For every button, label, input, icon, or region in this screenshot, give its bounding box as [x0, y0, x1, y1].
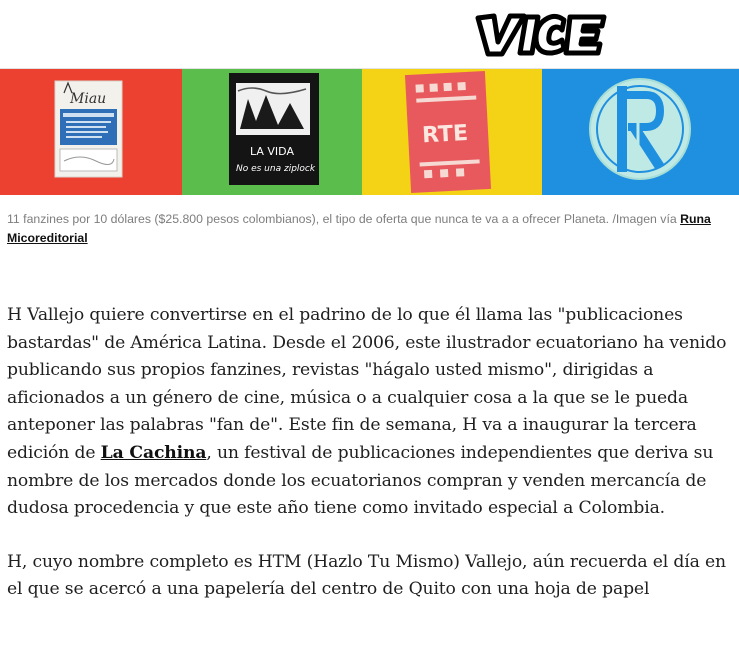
- hero-image-strip: [0, 69, 739, 195]
- caption-text: 11 fanzines por 10 dólares ($25.800 pesos colombianos), el tipo de oferta que nunca te va a a ofrecer Planeta. /Imagen vía: [7, 212, 681, 226]
- runa-r-logo: [542, 69, 739, 195]
- article-body: [7, 302, 735, 630]
- article-paragraph-1: H Vallejo quiere convertirse en el padrino de lo que él llama las "publicaciones bastardas" de América Latina. Desde el 2006, este ilustrador ecuatoriano ha venido publicando sus propios fanzines, revistas "hágalo usted mismo", dirigidas a aficionados a un género de cine, música o a cualquier cosa a la que se le pueda anteponer las palabras "fan de". Este fin de semana, H va a inaugurar la tercera edición de La Cachina, un festival de publicaciones independientes que deriva su nombre de los mercados donde los ecuatorianos compran y venden mercancía de dudosa procedencia y que este año tiene como invitado especial a Colombia.: [7, 305, 727, 519]
- fanzine-cover-la-vida: [182, 69, 362, 195]
- site-header: [0, 0, 739, 69]
- rte-title: RTE: [421, 120, 469, 149]
- la-cachina-link[interactable]: La Cachina: [100, 442, 207, 463]
- fanzine-cover-miau: [0, 69, 182, 195]
- article-paragraph-2: H, cuyo nombre completo es HTM (Hazlo Tu Mismo) Vallejo, aún recuerda el día en el que se acercó a una papelería del centro de Quito con una hoja de papel: [7, 551, 726, 600]
- fanzine-cover-rte: [362, 69, 542, 195]
- vice-logo[interactable]: [472, 8, 620, 60]
- cover-text-la-vida: LA VIDA: [250, 145, 294, 158]
- cover-text-no-es: No es una ziplock: [236, 164, 316, 174]
- miau-title: Miau: [70, 91, 107, 107]
- caption-source-link[interactable]: Runa Micoreditorial: [7, 212, 711, 245]
- image-caption: [7, 210, 735, 248]
